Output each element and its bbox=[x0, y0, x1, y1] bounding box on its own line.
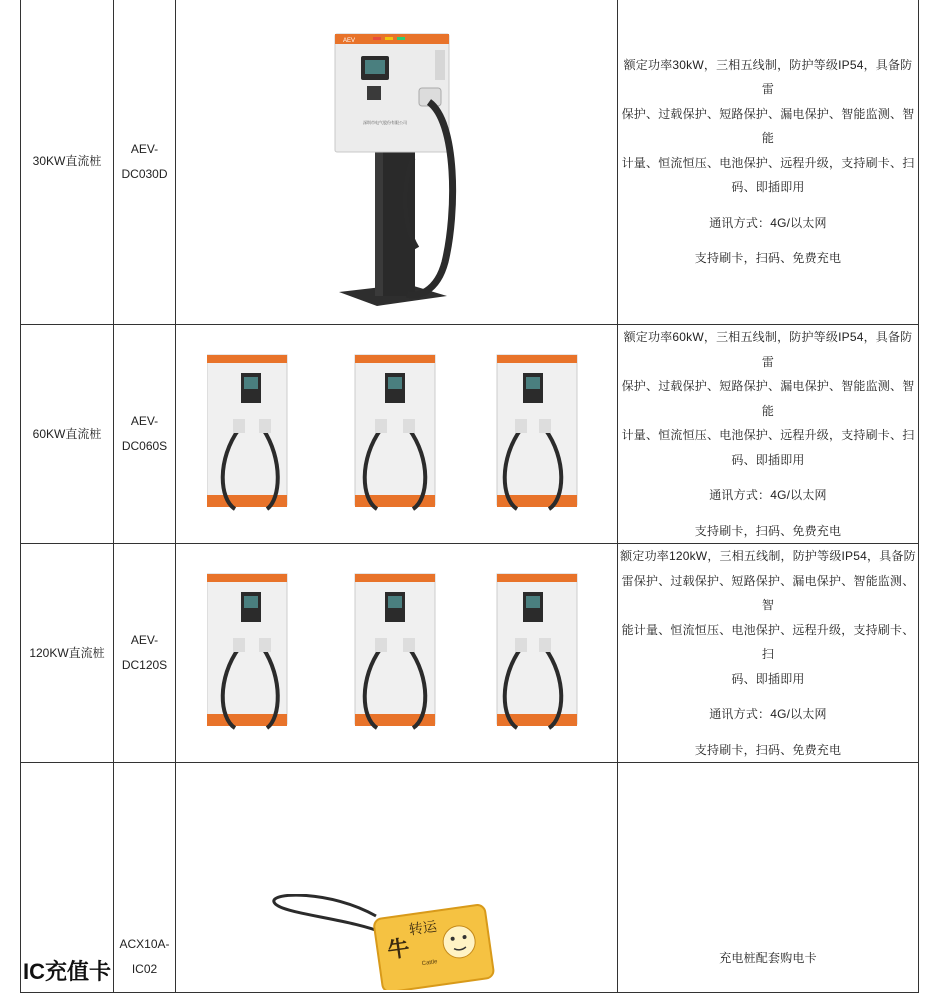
desc-line: 计量、恒流恒压、电池保护、远程升级，支持刷卡、扫 bbox=[621, 155, 915, 170]
charger-view-left bbox=[207, 574, 287, 728]
desc-line: 雷保护、过载保护、短路保护、漏电保护、智能监测、智 bbox=[621, 573, 915, 612]
model-cell bbox=[114, 544, 176, 763]
company-name: 深圳市电气股份有限公司 bbox=[362, 119, 407, 125]
comm-text: 通讯方式：4G/以太网 bbox=[709, 215, 827, 230]
comm-text: 通讯方式：4G/以太网 bbox=[709, 488, 827, 502]
product-image-cell bbox=[176, 544, 618, 763]
desc-line: 额定功率60kW，三相五线制，防护等级IP54，具备防雷 bbox=[623, 330, 913, 369]
card-character: 牛 bbox=[386, 935, 412, 964]
model-line-1: AEV- bbox=[130, 633, 159, 647]
desc-line: 能计量、恒流恒压、电池保护、远程升级，支持刷卡、扫 bbox=[621, 622, 915, 661]
product-name: 120KW直流桩 bbox=[29, 645, 105, 660]
payment-text: 支持刷卡，扫码、免费充电 bbox=[694, 523, 842, 538]
desc-line: 额定功率30kW，三相五线制，防护等级IP54，具备防雷 bbox=[623, 57, 913, 96]
charger-view-left bbox=[207, 355, 287, 509]
product-name: IC充值卡 bbox=[22, 959, 111, 984]
desc-line: 额定功率120kW，三相五线制，防护等级IP54，具备防 bbox=[620, 549, 916, 563]
payment-text: 支持刷卡，扫码、免费充电 bbox=[694, 251, 842, 265]
product-name-cell bbox=[21, 544, 114, 763]
table-row bbox=[21, 544, 919, 763]
model-line-1: AEV- bbox=[130, 414, 159, 428]
model-line-1: ACX10A- bbox=[119, 937, 170, 951]
table-row bbox=[21, 325, 919, 544]
card-description: 充电桩配套购电卡 bbox=[719, 950, 817, 965]
description-cell bbox=[618, 763, 919, 993]
desc-line: 保护、过载保护、短路保护、漏电保护、智能监测、智能 bbox=[621, 379, 915, 418]
dc-charger-60kw-image bbox=[207, 349, 587, 519]
desc-line: 码、即插即用 bbox=[731, 452, 805, 467]
table-row bbox=[21, 0, 919, 325]
model-line-1: AEV- bbox=[130, 141, 159, 156]
comm-text: 通讯方式：4G/以太网 bbox=[709, 707, 827, 721]
description-cell bbox=[618, 544, 919, 763]
model-line-2: DC060S bbox=[121, 439, 168, 453]
desc-line: 码、即插即用 bbox=[731, 180, 805, 194]
brand-mark: AEV bbox=[342, 37, 355, 44]
charger-view-center bbox=[355, 355, 435, 509]
payment-text: 支持刷卡，扫码、免费充电 bbox=[694, 742, 842, 757]
desc-line: 码、即插即用 bbox=[731, 671, 805, 686]
card-logo: Cattle bbox=[421, 959, 438, 968]
table-row bbox=[21, 763, 919, 993]
product-image-cell bbox=[176, 325, 618, 544]
product-name-cell bbox=[21, 763, 114, 993]
product-name-cell bbox=[21, 325, 114, 544]
model-cell bbox=[114, 325, 176, 544]
card-character-2: 转运 bbox=[408, 918, 438, 939]
model-line-2: DC120S bbox=[121, 658, 168, 672]
desc-line: 保护、过载保护、短路保护、漏电保护、智能监测、智能 bbox=[621, 106, 915, 145]
product-image-cell bbox=[176, 0, 618, 325]
dc-charger-30kw-image bbox=[317, 12, 477, 312]
model-cell bbox=[114, 763, 176, 993]
description-cell bbox=[618, 0, 919, 325]
product-name-cell bbox=[21, 0, 114, 325]
ic-card-image bbox=[270, 894, 510, 990]
product-name: 30KW直流桩 bbox=[32, 154, 102, 168]
model-line-2: IC02 bbox=[131, 962, 158, 976]
model-cell bbox=[114, 0, 176, 325]
desc-line: 计量、恒流恒压、电池保护、远程升级，支持刷卡、扫 bbox=[621, 428, 915, 442]
product-image-cell bbox=[176, 763, 618, 993]
product-spec-table bbox=[20, 0, 919, 993]
charger-view-right bbox=[497, 574, 577, 728]
charger-view-center bbox=[355, 574, 435, 728]
dc-charger-120kw-image bbox=[207, 568, 587, 738]
description-cell bbox=[618, 325, 919, 544]
product-name: 60KW直流桩 bbox=[32, 426, 102, 441]
charger-view-right bbox=[497, 355, 577, 509]
model-line-2: DC030D bbox=[121, 166, 168, 181]
